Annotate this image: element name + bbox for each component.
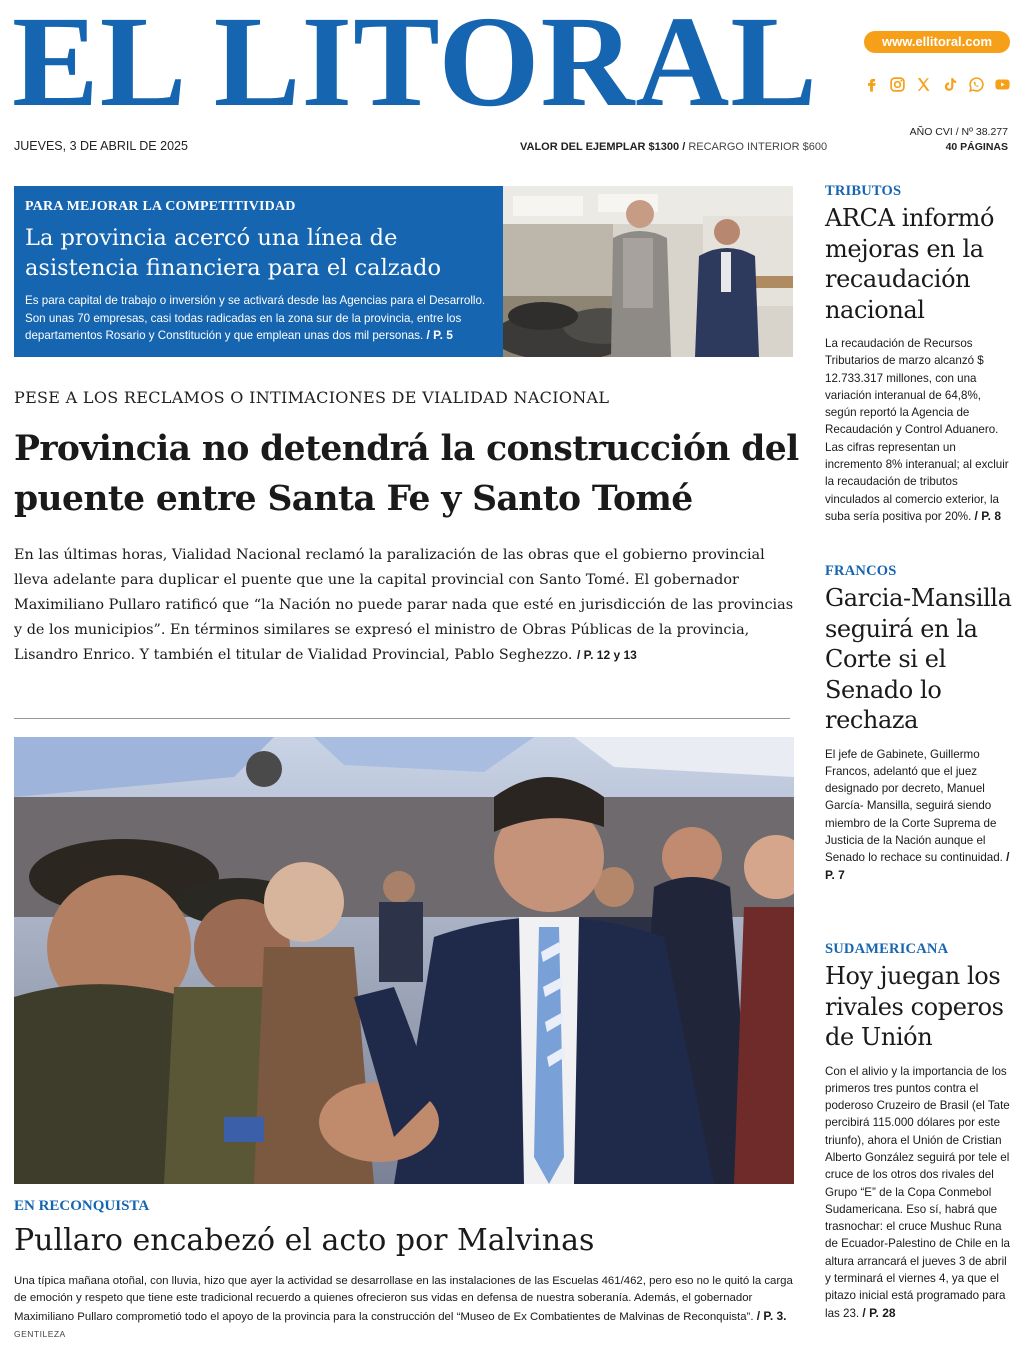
right-story-francos bbox=[825, 563, 1015, 884]
section-label: FRANCOS bbox=[825, 563, 897, 579]
section-label: SUDAMERICANA bbox=[825, 941, 949, 957]
handshake-photo-illustration bbox=[14, 737, 794, 1184]
bottom-page-ref[interactable]: / P. 3. bbox=[756, 1308, 787, 1323]
main-headline[interactable]: Provincia no detendrá la construcción del puente entre Santa Fe y Santo Tomé bbox=[14, 429, 799, 519]
teaser-photo bbox=[503, 186, 793, 357]
website-badge[interactable]: www.ellitoral.com bbox=[864, 31, 1010, 53]
story-page-ref[interactable]: / P. 28 bbox=[862, 1305, 896, 1320]
main-photo bbox=[14, 737, 794, 1184]
bottom-kicker: EN RECONQUISTA bbox=[14, 1198, 150, 1214]
page-count: 40 PÁGINAS bbox=[945, 141, 1008, 153]
tiktok-icon[interactable] bbox=[941, 75, 959, 93]
bottom-body bbox=[14, 1273, 794, 1343]
price-line bbox=[520, 141, 827, 153]
youtube-icon[interactable] bbox=[994, 75, 1012, 93]
facebook-icon[interactable] bbox=[862, 75, 880, 93]
main-kicker: PESE A LOS RECLAMOS O INTIMACIONES DE VIALIDAD NACIONAL bbox=[14, 388, 610, 407]
story-body bbox=[825, 335, 1015, 525]
right-story-sudamericana bbox=[825, 941, 1015, 1322]
main-body-text: En las últimas horas, Vialidad Nacional reclamó la paralización de las obras que el gobierno provincial lleva adelante para duplicar el puente que une la capital provincial con Santo Tomé. El gobernador Maximiliano Pullaro ratificó que “la Nación no puede parar nada que esté en jurisdicción de las provincias y de los municipios”. En términos similares se expresó el ministro de Obras Públicas de la provincia, Lisandro Enrico. Y también el titular de Vialidad Provincial, Pablo Seghezzo. bbox=[14, 547, 794, 663]
instagram-icon[interactable] bbox=[888, 75, 906, 93]
story-body-text: El jefe de Gabinete, Guillermo Francos, adelantó que el juez designado por decreto, Manuel García- Mansilla, seguirá siendo miembro de la Corte Suprema de Justicia de la Nación aunque el Senado lo rechace su continuidad. bbox=[825, 747, 1003, 865]
story-page-ref[interactable]: / P. 8 bbox=[974, 508, 1001, 523]
price-extra: RECARGO INTERIOR $600 bbox=[688, 141, 828, 153]
story-headline[interactable]: ARCA informó mejoras en la recaudación nacional bbox=[825, 204, 995, 324]
teaser-box[interactable] bbox=[14, 186, 503, 357]
story-body bbox=[825, 1063, 1015, 1322]
teaser-body bbox=[25, 292, 495, 345]
story-body-text: La recaudación de Recursos Tributarios de marzo alcanzó $ 12.733.317 millones, con una variación interanual de 64,8%, según reportó la Agencia de Recaudación y Control Aduanero. Las cifras representan un incremento 8% interanual; al excluir la recaudación de tributos vinculados al comercio exterior, la suba sería positiva por 20%. bbox=[825, 337, 1009, 523]
workshop-photo-illustration bbox=[503, 186, 793, 357]
teaser-page-ref[interactable]: / P. 5 bbox=[426, 328, 453, 342]
teaser-body-text: Es para capital de trabajo o inversión y se activará desde las Agencias para el Desarrollo. Son unas 70 empresas, casi todas radicadas en la zona sur de la provincia, entre los departamentos Rosario y Constitución y que emplean unas dos mil personas. bbox=[25, 294, 486, 342]
story-headline[interactable]: Hoy juegan los rivales coperos de Unión bbox=[825, 962, 1004, 1051]
right-story-tributos bbox=[825, 183, 1015, 525]
main-body bbox=[14, 543, 794, 668]
teaser-title[interactable]: La provincia acercó una línea de asistencia financiera para el calzado bbox=[25, 225, 441, 281]
teaser-kicker: PARA MEJORAR LA COMPETITIVIDAD bbox=[25, 199, 296, 214]
bottom-headline[interactable]: Pullaro encabezó el acto por Malvinas bbox=[14, 1223, 595, 1258]
main-page-ref[interactable]: / P. 12 y 13 bbox=[577, 648, 637, 662]
section-label: TRIBUTOS bbox=[825, 183, 902, 199]
x-icon[interactable] bbox=[915, 75, 933, 93]
story-headline[interactable]: Garcia-Mansilla seguirá en la Corte si el Senado lo rechaza bbox=[825, 584, 1012, 734]
photo-credit: GENTILEZA bbox=[14, 1328, 66, 1339]
whatsapp-icon[interactable] bbox=[968, 75, 986, 93]
story-body-text: Con el alivio y la importancia de los primeros tres puntos contra el poderoso Cruzeiro de Brasil (el Tate percibirá 115.000 dólares por este triunfo), ahora el Unión de Cristian Alberto González seguirá por tele el cruce de los otros dos rivales del Grupo “E” de la Copa Conmebol Sudamericana. Eso sí, habrá que trasnochar: el cruce Mushuc Runa de Ecuador-Palestino de Chile en la altura arrancará el jueves 3 de abril y terminará el viernes 4, ya que el pitazo inicial está programado para las 23. bbox=[825, 1064, 1010, 1320]
section-divider bbox=[14, 718, 790, 719]
newspaper-logo: EL LITORAL bbox=[12, 0, 818, 134]
edition-number: AÑO CVI / Nº 38.277 bbox=[909, 126, 1008, 138]
social-icons bbox=[862, 74, 1012, 94]
story-page-ref[interactable]: / P. 7 bbox=[825, 850, 1010, 882]
issue-date: JUEVES, 3 DE ABRIL DE 2025 bbox=[14, 139, 188, 153]
story-body bbox=[825, 746, 1015, 884]
bottom-body-text: Una típica mañana otoñal, con lluvia, hizo que ayer la actividad se desarrollase en las instalaciones de las Escuelas 461/462, pero eso no le quitó la carga de emoción y respeto que tiene este tradicional recuerdo a quienes ofrecieron sus vidas en defensa de nuestra soberanía. Además, el gobernador Maximiliano Pullaro comprometió todo el apoyo de la provincia para la construcción del “Museo de Ex Combatientes de Malvinas de Reconquista”. bbox=[14, 1275, 793, 1323]
price-label: VALOR DEL EJEMPLAR $1300 / bbox=[520, 141, 686, 153]
edition-info bbox=[910, 125, 1008, 155]
